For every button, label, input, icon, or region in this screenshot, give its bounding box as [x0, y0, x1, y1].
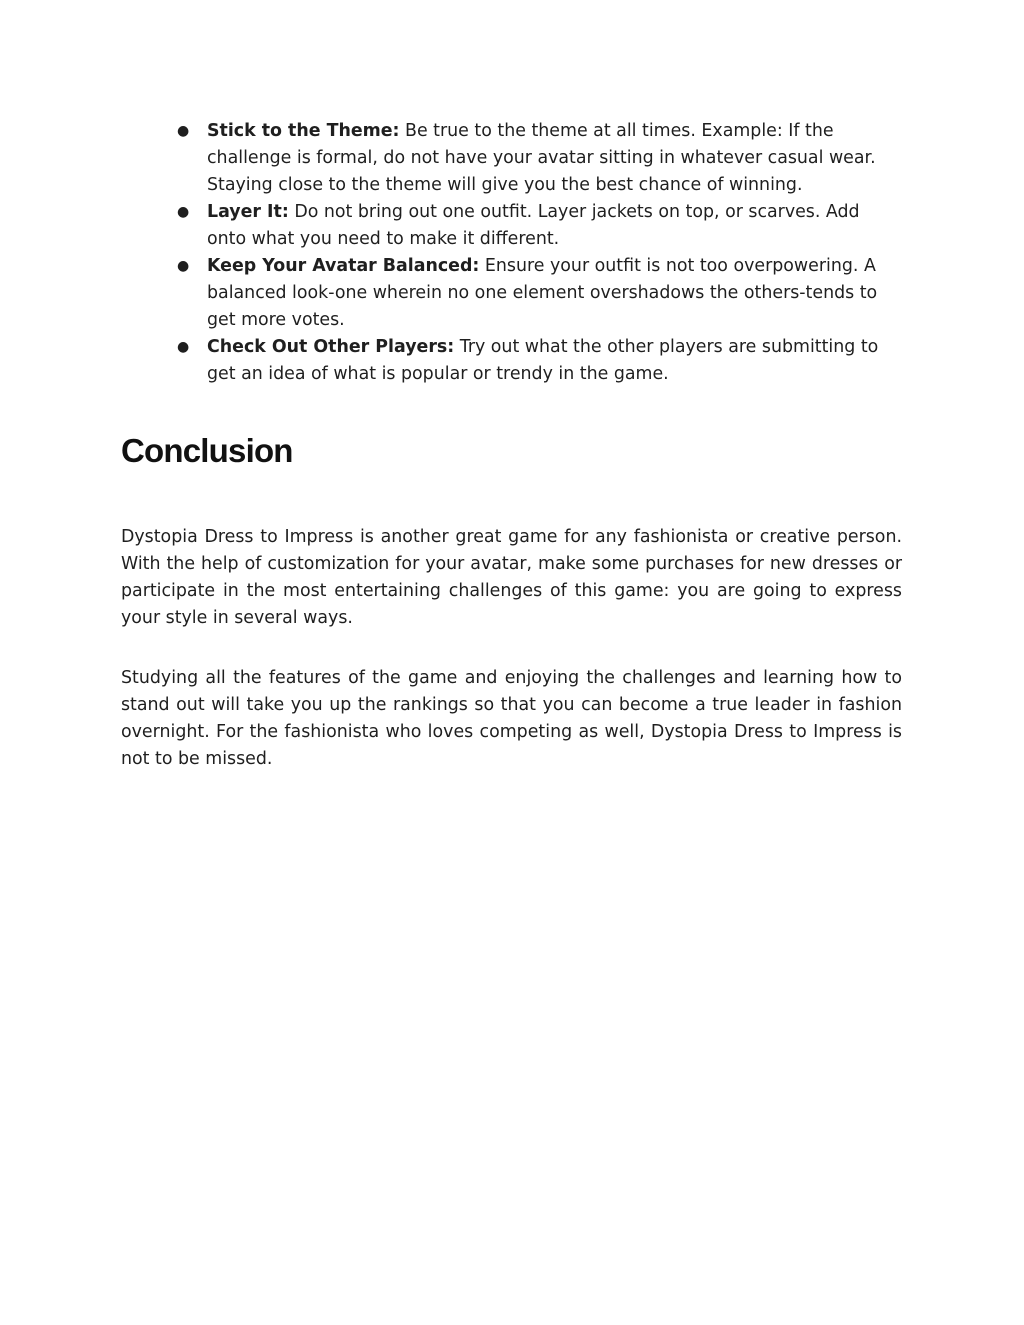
bullet-icon: ● — [177, 204, 190, 220]
conclusion-heading: Conclusion — [121, 432, 293, 469]
tip-text: Try out what the other players are submitting to get an idea of what is popular or trendy in the game. — [207, 337, 879, 384]
tip-term: Check Out Other Players: — [207, 337, 455, 357]
bullet-icon: ● — [177, 258, 190, 274]
list-item — [177, 253, 902, 334]
conclusion-paragraph: Studying all the features of the game and enjoying the challenges and learning how to stand out will take you up the rankings so that you can become a true leader in fashion overnight. For the fashionista who loves competing as well, Dystopia Dress to Impress is not to be missed. — [121, 668, 902, 769]
tip-text: Be true to the theme at all times. Example: If the challenge is formal, do not have your avatar sitting in whatever casual wear. Staying close to the theme will give you the best chance of winning. — [207, 121, 876, 195]
list-item — [177, 334, 902, 388]
tip-text: Do not bring out one outfit. Layer jackets on top, or scarves. Add onto what you need to make it different. — [207, 202, 860, 249]
list-item — [177, 118, 902, 199]
tip-term: Keep Your Avatar Balanced: — [207, 256, 480, 276]
bullet-icon: ● — [177, 339, 190, 355]
list-item — [177, 199, 902, 253]
tips-list — [121, 118, 902, 388]
tip-text: Ensure your outfit is not too overpowering. A balanced look-one wherein no one element overshadows the others-tends to get more votes. — [207, 256, 878, 330]
conclusion-paragraph: Dystopia Dress to Impress is another great game for any fashionista or creative person. With the help of customization for your avatar, make some purchases for new dresses or participate in the most entertaining challenges of this game: you are going to express your style in several ways. — [121, 527, 902, 628]
bullet-icon: ● — [177, 123, 190, 139]
tip-term: Stick to the Theme: — [207, 121, 400, 141]
tip-term: Layer It: — [207, 202, 289, 222]
document-page — [121, 118, 902, 773]
